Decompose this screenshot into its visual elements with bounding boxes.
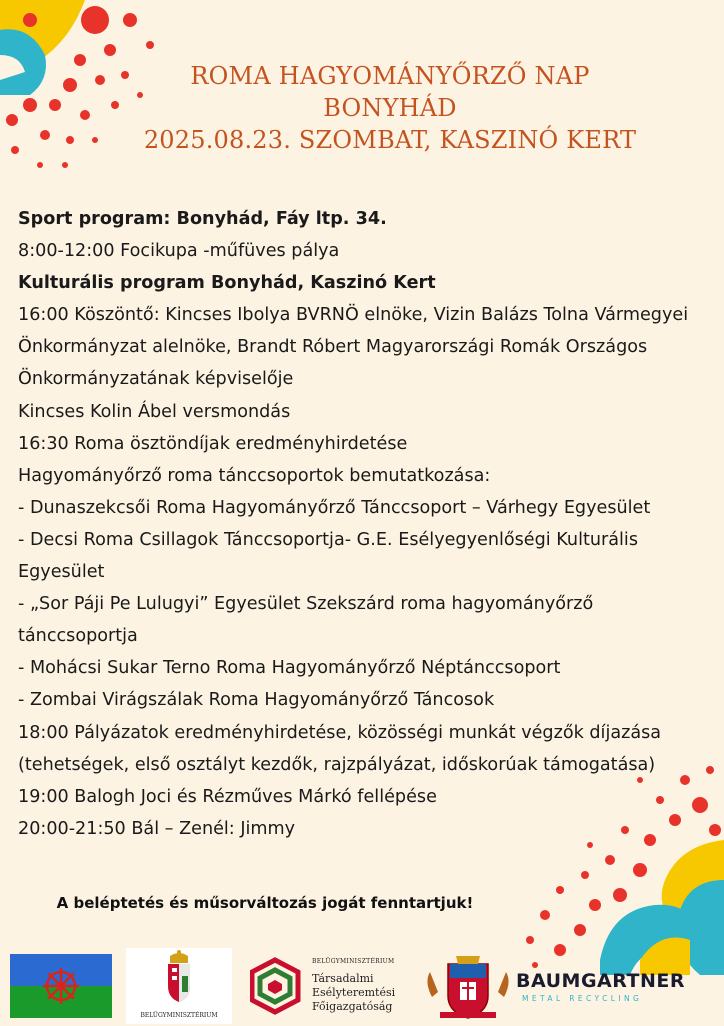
title-line-1: ROMA HAGYOMÁNYŐRZŐ NAP xyxy=(190,62,590,90)
program-line: - „Sor Páji Pe Lulugyi” Egyesület Szekszárd roma hagyományőrző tánccsoportja xyxy=(18,594,594,647)
program-line: 19:00 Balogh Joci és Rézműves Márkó fellépése xyxy=(18,786,437,807)
program-line: 20:00-21:50 Bál – Zenél: Jimmy xyxy=(18,818,296,839)
disclaimer-notice: A beléptetés és műsorváltozás jogát fenntartjuk! xyxy=(56,894,474,912)
program-line: 16:00 Köszöntő: Kincses Ibolya BVRNÖ elnöke, Vizin Balázs Tolna Vármegyei Önkormányzat alelnöke, Brandt Róbert Magyarországi Romák Országos Önkormányzatának képviselője xyxy=(18,305,689,390)
tesz-line-1: Társadalmi xyxy=(312,972,374,985)
tesz-line-2: Esélyteremtési xyxy=(312,986,396,999)
program-line: - Decsi Roma Csillagok Tánccsoportja- G.E. Esélyegyenlőségi Kulturális Egyesület xyxy=(18,529,638,583)
tesz-logo xyxy=(250,956,420,1020)
program-line: Kincses Kolin Ábel versmondás xyxy=(18,401,291,422)
town-coat-of-arms-logo xyxy=(420,952,516,1022)
program-line: - Mohácsi Sukar Terno Roma Hagyományőrző Néptánccsoport xyxy=(18,658,561,679)
program-line: Hagyományőrző roma tánccsoportok bemutatkozása: xyxy=(18,465,491,486)
program-line: Sport program: Bonyhád, Fáy ltp. 34. xyxy=(18,209,387,229)
ministry-logo xyxy=(126,948,232,1024)
ministry-label: BELÜGYMINISZTÉRIUM xyxy=(140,1012,218,1019)
event-title xyxy=(90,60,690,156)
program-line: - Zombai Virágszálak Roma Hagyományőrző Táncosok xyxy=(18,690,495,711)
program-line: 16:30 Roma ösztöndíjak eredményhirdetése xyxy=(18,433,408,454)
program-line: 8:00-12:00 Focikupa -műfüves pálya xyxy=(18,241,340,262)
title-line-2: BONYHÁD xyxy=(323,94,457,122)
program-line: 18:00 Pályázatok eredményhirdetése, közösségi munkát végzők díjazása (tehetségek, első osztályt kezdők, rajzpályázat, időskorúak támogatása) xyxy=(18,722,662,775)
tesz-line-3: Főigazgatóság xyxy=(312,1000,393,1013)
tesz-top-label: BELÜGYMINISZTÉRIUM xyxy=(312,958,395,965)
baumgartner-logo xyxy=(516,970,722,1010)
program-line: - Dunaszekcsői Roma Hagyományőrző Tánccsoport – Várhegy Egyesület xyxy=(18,497,651,518)
program-list xyxy=(18,203,698,845)
sponsor-logos xyxy=(0,948,724,1024)
title-line-3: 2025.08.23. SZOMBAT, KASZINÓ KERT xyxy=(143,126,637,154)
program-line: Kulturális program Bonyhád, Kaszinó Kert xyxy=(18,273,436,294)
baumgartner-subtitle: METAL RECYCLING xyxy=(522,994,643,1003)
roma-flag-logo xyxy=(10,954,112,1018)
baumgartner-name: BAUMGARTNER xyxy=(516,970,685,992)
